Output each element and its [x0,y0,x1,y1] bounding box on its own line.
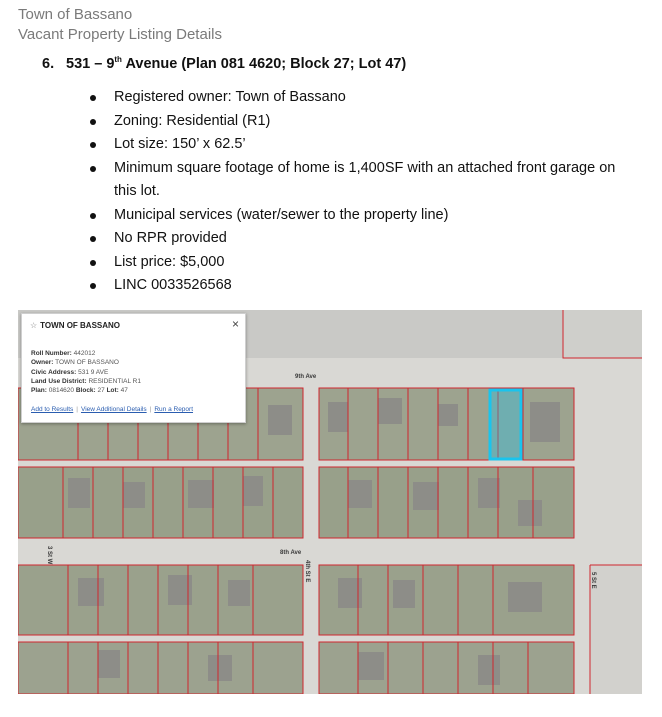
detail-lot-size: Lot size: 150’ x 62.5’ [114,136,246,152]
listing-address-sup: th [114,55,122,64]
popup-row-plan [31,386,141,395]
street-label-3-st-w: 3 St W [46,546,52,565]
map-house [508,582,542,612]
popup-fields [31,349,141,395]
listing-details-list [0,86,640,298]
listing-address-part2: Avenue (Plan 081 4620; Block 27; Lot 47) [121,56,407,72]
map-house [378,398,402,424]
plan-label: Plan: [31,387,47,395]
link-separator: | [76,406,78,413]
list-item [0,110,640,134]
listing-number: 6. [42,56,55,72]
map-house [188,480,214,508]
detail-rpr: No RPR provided [114,230,227,246]
map-house [208,655,232,681]
parcel-map[interactable] [18,310,642,694]
lot-label: Lot: [106,387,119,395]
star-icon[interactable]: ☆ [30,321,38,330]
map-house [68,478,90,508]
close-icon[interactable]: × [231,317,239,331]
detail-zoning: Zoning: Residential (R1) [114,112,271,129]
street-label-9th-ave: 9th Ave [295,374,317,380]
list-item [0,204,640,228]
map-house [393,580,415,608]
block-label: Block: [75,387,96,395]
list-item [0,133,640,157]
landuse-value: RESIDENTIAL R1 [88,377,141,385]
map-house [268,405,292,435]
list-item [0,274,640,298]
street-label-5-st-e: 5 St E [590,572,596,589]
listing-heading [42,55,406,72]
detail-services: Municipal services (water/sewer to the property line) [114,206,449,223]
civic-label: Civic Address: [31,368,77,376]
popup-title-text: TOWN OF BASSANO [40,321,121,330]
map-house [518,500,542,526]
popup-row-owner [31,358,141,367]
map-house [123,482,145,508]
popup-row-civic [31,368,141,377]
map-house [530,402,560,442]
street-label-4th-st-e: 4th St E [304,560,310,583]
map-house [98,650,120,678]
map-open-lot [563,310,642,358]
owner-value: TOWN OF BASSANO [55,359,119,367]
view-additional-details-link[interactable]: View Additional Details [80,406,147,413]
bullet-icon [90,260,96,266]
bullet-icon [90,166,96,172]
map-house [328,402,348,432]
map-house [358,652,384,680]
block-value: 27 [97,387,105,395]
list-item [0,251,640,275]
add-to-results-link[interactable]: Add to Results [31,406,74,413]
detail-linc: LINC 0033526568 [114,277,232,293]
document-header-subtitle: Vacant Property Listing Details [18,26,222,43]
bullet-icon [90,119,96,125]
list-item [0,86,640,110]
map-block [18,642,303,694]
map-block [18,565,303,635]
bullet-icon [90,283,96,289]
detail-price: List price: $5,000 [114,253,225,270]
popup-row-landuse [31,377,141,386]
map-block [319,642,574,694]
document-header-org: Town of Bassano [18,6,133,23]
bullet-icon [90,95,96,101]
listing-address-part1: 531 – 9 [66,56,115,72]
map-house [243,476,263,506]
popup-links [31,406,193,413]
bullet-icon [90,236,96,242]
plan-value: 0814620 [48,387,75,395]
bullet-icon [90,142,96,148]
parcel-info-popup [21,313,246,423]
roll-value: 442012 [73,350,96,357]
detail-min-footage: Minimum square footage of home is 1,400SF with an attached front garage on this lot. [114,159,616,199]
bullet-icon [90,213,96,219]
civic-value: 531 9 AVE [78,368,109,376]
map-house [413,482,439,510]
run-a-report-link[interactable]: Run a Report [154,406,194,413]
link-separator: | [149,406,152,413]
map-house [78,578,104,606]
popup-row-roll [31,349,141,358]
map-house [478,478,500,508]
map-house [228,580,250,606]
detail-owner: Registered owner: Town of Bassano [114,89,346,105]
selected-parcel-highlight[interactable] [490,390,521,459]
street-label-8th-ave: 8th Ave [280,550,302,556]
list-item [0,227,640,251]
map-house [348,480,372,508]
list-item [0,157,640,204]
map-house [438,404,458,426]
map-open-lot [590,565,642,694]
landuse-label: Land Use District: [31,377,87,385]
lot-value: 47 [120,387,128,395]
popup-title [30,321,120,330]
owner-label: Owner: [31,359,54,367]
map-house [478,655,500,685]
roll-label: Roll Number: [31,350,72,357]
